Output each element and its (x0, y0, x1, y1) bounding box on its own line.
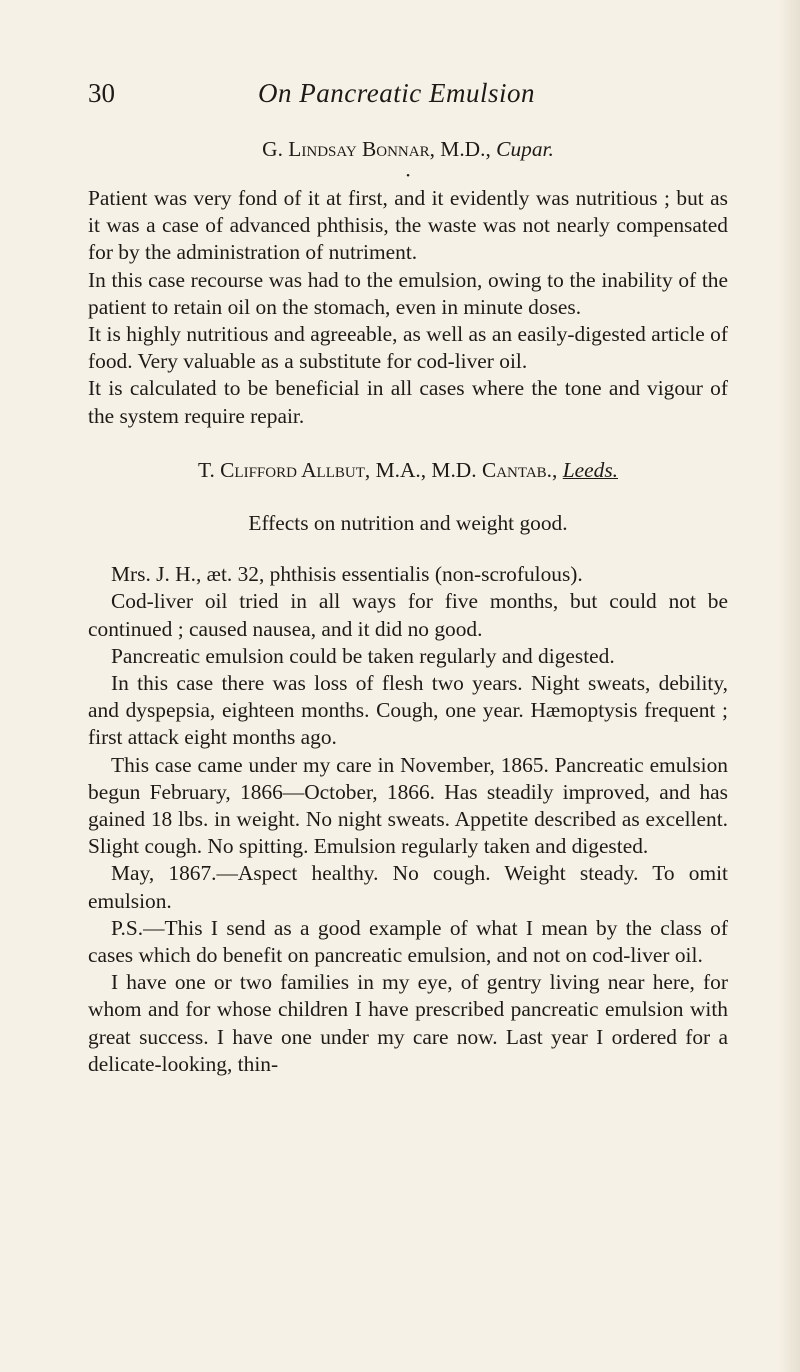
spacer (88, 484, 728, 510)
heading-author: T. Clifford Allbut, M.A., M.D. Cantab., (197, 457, 558, 482)
heading-author: G. Lindsay Bonnar, M.D., (262, 137, 491, 161)
heading-place: Leeds. (562, 457, 618, 482)
paragraph: Mrs. J. H., æt. 32, phthisis essentialis (non-scrofulous). (111, 562, 583, 587)
body-text (88, 136, 728, 1078)
paragraph: In this case there was loss of flesh two years. Night sweats, debility, and dyspepsia, eighteen months. Cough, one year. Hæmoptysis frequent ; first attack eight months ago. (88, 671, 728, 750)
paragraph: P.S.—This I send as a good example of what I mean by the class of cases which do benefit on pancreatic emulsion, and not on cod-liver oil. (88, 915, 728, 968)
page-number: 30 (88, 78, 115, 108)
paragraph: Cod-liver oil tried in all ways for five months, but could not be continued ; caused nausea, and it did no good. (88, 589, 728, 641)
heading-place: Cupar. (496, 137, 554, 161)
spacer (88, 537, 728, 561)
section-heading-allbut (88, 457, 728, 484)
paragraph: In this case recourse was had to the emulsion, owing to the inability of the patient to retain oil on the stomach, even in minute doses. (88, 267, 728, 319)
paragraph: This case came under my care in November, 1865. Pancreatic emulsion begun February, 1866—October, 1866. Has steadily improved, and has gained 18 lbs. in weight. No night sweats. Appetite described as excellent. Slight cough. No spitting. Emulsion regularly taken and digested. (88, 752, 728, 859)
page-edge-shadow (778, 0, 800, 1372)
paragraph: It is calculated to be beneficial in all cases where the tone and vigour of the system require repair. (88, 376, 728, 428)
summary-line: Effects on nutrition and weight good. (248, 511, 568, 536)
paragraph: Pancreatic emulsion could be taken regularly and digested. (111, 643, 615, 668)
paragraph: May, 1867.—Aspect healthy. No cough. Weight steady. To omit emulsion. (88, 861, 728, 913)
paragraph: Patient was very fond of it at first, and it evidently was nutritious ; but as it was a case of advanced phthisis, the waste was not nearly compensated for by the administration of nutriment. (88, 186, 728, 265)
section-heading-bonnar (88, 136, 728, 163)
paragraph: I have one or two families in my eye, of gentry living near here, for whom and for whose children I have prescribed pancreatic emulsion with great success. I have one under my care now. Last year I ordered for a delicate-looking, thin- (88, 970, 728, 1076)
bullet-mark: • (406, 170, 410, 182)
paragraph: It is highly nutritious and agreeable, as well as an easily-digested article of food. Very valuable as a substitute for cod-liver oil. (88, 322, 728, 374)
running-title: On Pancreatic Emulsion (258, 78, 535, 108)
spacer (88, 430, 728, 457)
running-head (88, 78, 728, 118)
